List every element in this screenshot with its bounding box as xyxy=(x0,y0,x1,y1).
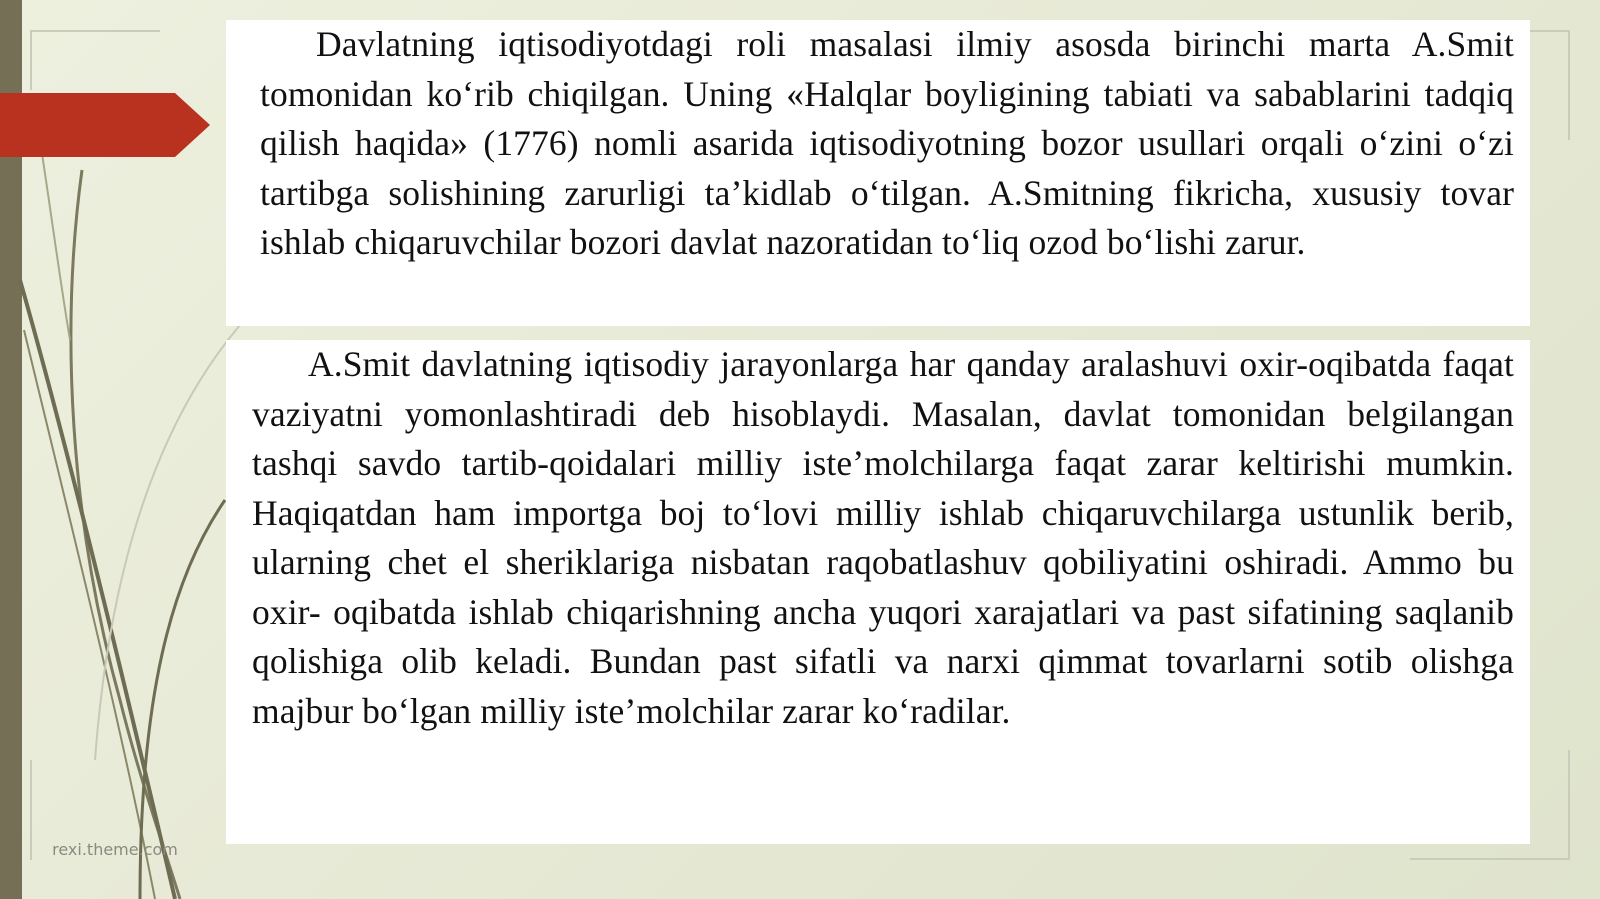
text-block-2 xyxy=(226,340,1530,844)
frame-line-left-top xyxy=(30,30,32,90)
footer-url: rexi.theme.com xyxy=(52,840,178,859)
frame-line-right-bottom xyxy=(1568,750,1570,860)
text-block-1 xyxy=(226,20,1530,326)
frame-line-left-bottom xyxy=(30,760,32,860)
frame-line-bottom-right xyxy=(1410,858,1570,860)
paragraph-2: A.Smit davlatning iqtisodiy jarayonlarga har qanday aralashuvi oxir-oqibatda faqat vaziyatni yomonlashtiradi deb hisoblaydi. Masalan, davlat tomonidan belgilangan tashqi savdo tartib-qoidalari milliy iste’molchilarga faqat zarar keltirishi mumkin. Haqiqatdan ham importga boj to‘lovi milliy ishlab chiqaruvchilarga ustunlik berib, ularning chet el sheriklariga nisbatan raqobatlashuv qobiliyatini oshiradi. Ammo bu oxir- oqibatda ishlab chiqarishning ancha yuqori xarajatlari va past sifatining saqlanib qolishiga olib keladi. Bundan past sifatli va narxi qimmat tovarlarni sotib olishga majbur bo‘lgan milliy iste’molchilar zarar ko‘radilar. xyxy=(252,344,1514,731)
frame-line-top-left xyxy=(30,30,160,32)
paragraph-1: Davlatning iqtisodiyotdagi roli masalasi ilmiy asosda birinchi marta A.Smit tomonidan ko‘rib chiqilgan. Uning «Halqlar boyligining tabiati va sabablarini tadqiq qilish haqida» (1776) nomli asarida iqtisodiyotning bozor usullari orqali o‘zini o‘zi tartibga solishining zarurligi ta’kidlab o‘tilgan. A.Smitning fikricha, xususiy tovar ishlab chiqaruvchilar bozori davlat nazoratidan to‘liq ozod bo‘lishi zarur. xyxy=(260,24,1514,262)
frame-line-right-top xyxy=(1568,30,1570,140)
red-arrow-marker xyxy=(0,93,210,157)
